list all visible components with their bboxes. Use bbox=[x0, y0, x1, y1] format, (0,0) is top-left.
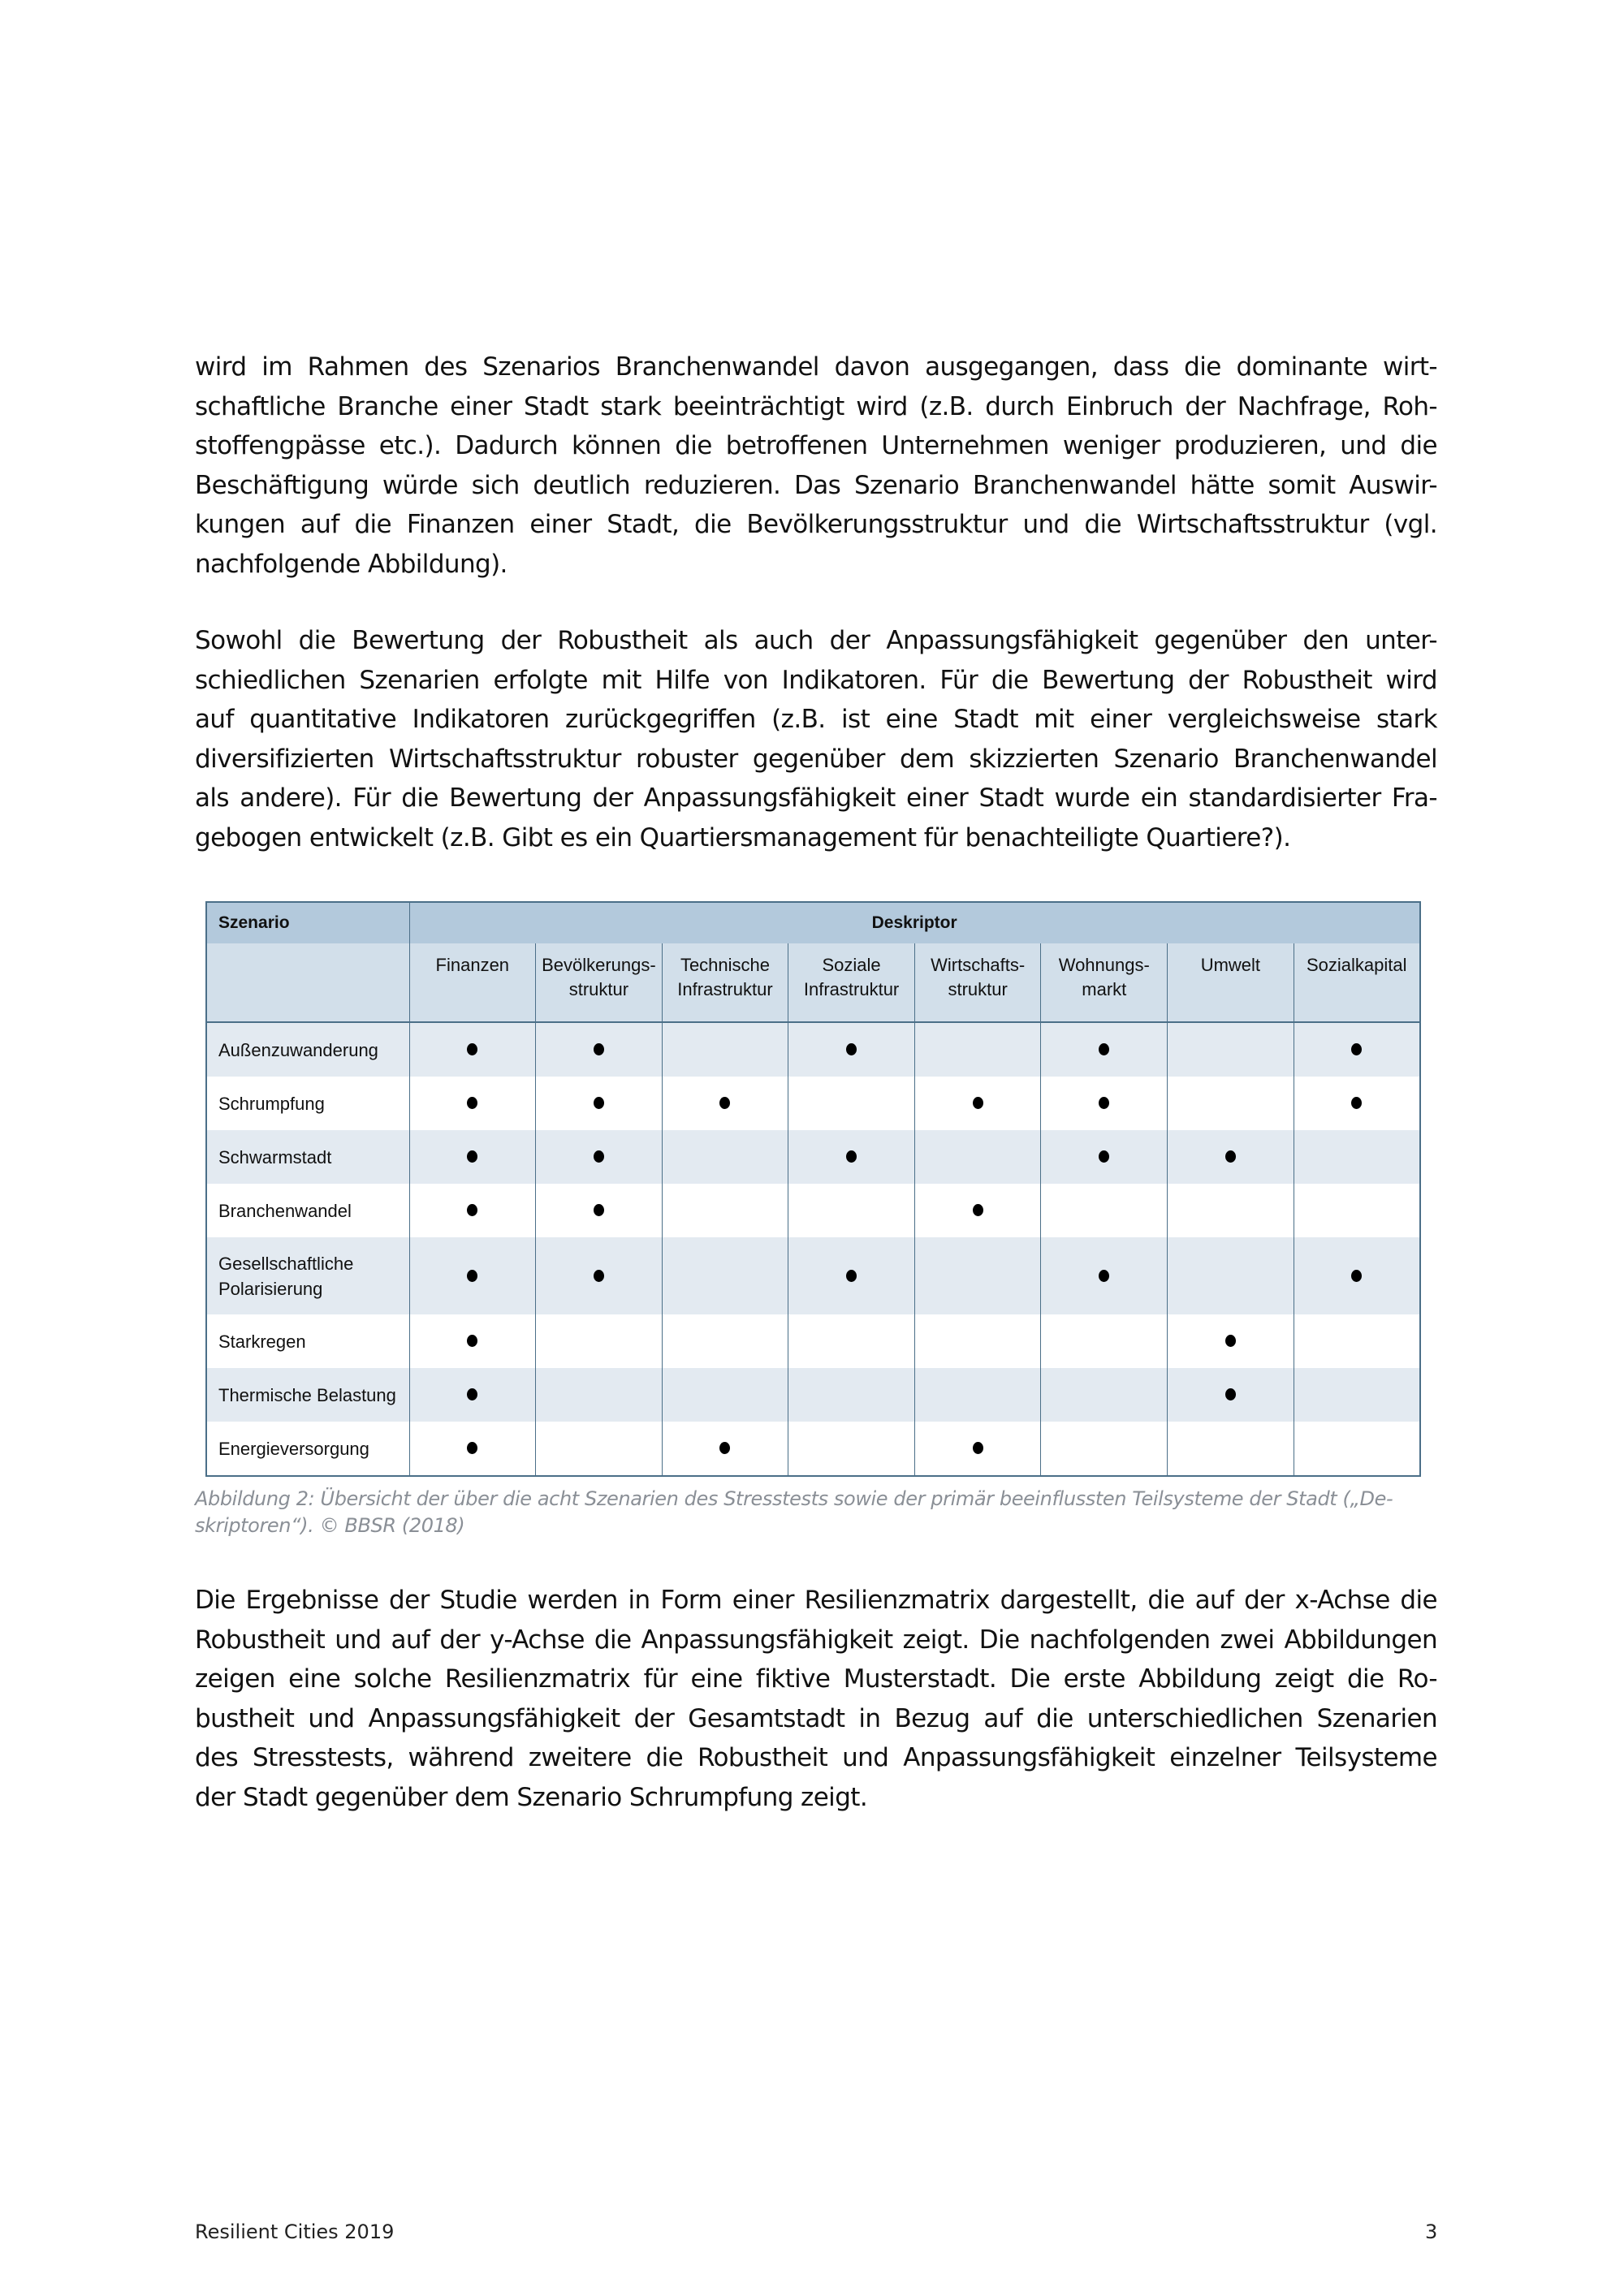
table-row bbox=[206, 1237, 1420, 1314]
matrix-cell bbox=[536, 1130, 663, 1184]
text-line: Beschäftigung würde sich deutlich reduzieren. Das Szenario Branchenwandel hätte somit Auswir- bbox=[195, 470, 1437, 500]
matrix-cell bbox=[1168, 1022, 1294, 1077]
matrix-cell bbox=[914, 1314, 1041, 1368]
matrix-cell bbox=[409, 1130, 536, 1184]
matrix-cell bbox=[1294, 1184, 1420, 1237]
matrix-cell bbox=[914, 1077, 1041, 1130]
matrix-cell bbox=[914, 1130, 1041, 1184]
scenario-label: Schwarmstadt bbox=[206, 1130, 409, 1184]
bullet-mark-icon bbox=[846, 1150, 857, 1163]
paragraph-bewertung bbox=[195, 621, 1437, 857]
matrix-cell bbox=[662, 1368, 788, 1422]
matrix-cell bbox=[1294, 1237, 1420, 1314]
text-line: Sowohl die Bewertung der Robustheit als auch der Anpassungsfähigkeit gegenüber den unter- bbox=[195, 626, 1437, 655]
header-blank-cell bbox=[206, 943, 409, 1022]
matrix-cell bbox=[662, 1422, 788, 1476]
matrix-cell bbox=[914, 1368, 1041, 1422]
bullet-mark-icon bbox=[1099, 1043, 1109, 1055]
matrix-cell bbox=[536, 1237, 663, 1314]
matrix-cell bbox=[788, 1368, 915, 1422]
scenario-label: Schrumpfung bbox=[218, 1093, 325, 1114]
bullet-mark-icon bbox=[467, 1442, 477, 1454]
matrix-cell bbox=[1041, 1422, 1168, 1476]
matrix-cell bbox=[1041, 1077, 1168, 1130]
text-line: stoffengpässe etc.). Dadurch können die betroffenen Unternehmen weniger produzieren, und die bbox=[195, 431, 1437, 460]
bullet-mark-icon bbox=[467, 1204, 477, 1216]
paragraph-branchenwandel bbox=[195, 347, 1437, 584]
matrix-cell bbox=[914, 1022, 1041, 1077]
matrix-cell bbox=[536, 1184, 663, 1237]
text-line: Robustheit und auf der y-Achse die Anpassungsfähigkeit zeigt. Die nachfolgenden zwei Abbildungen bbox=[195, 1625, 1437, 1655]
bullet-mark-icon bbox=[973, 1097, 983, 1109]
matrix-cell bbox=[1168, 1077, 1294, 1130]
matrix-cell bbox=[536, 1368, 663, 1422]
matrix-cell bbox=[1294, 1422, 1420, 1476]
table-row bbox=[206, 1314, 1420, 1368]
bullet-mark-icon bbox=[973, 1442, 983, 1454]
matrix-cell bbox=[536, 1077, 663, 1130]
text-line: der Stadt gegenüber dem Szenario Schrumpfung zeigt. bbox=[195, 1782, 868, 1812]
header-scenario: Szenario bbox=[206, 902, 409, 943]
matrix-cell bbox=[1041, 1022, 1168, 1077]
matrix-cell bbox=[788, 1237, 915, 1314]
scenario-label: Thermische Belastung bbox=[206, 1368, 409, 1422]
table-row bbox=[206, 1022, 1420, 1077]
bullet-mark-icon bbox=[467, 1043, 477, 1055]
text-line: auf quantitative Indikatoren zurückgegriffen (z.B. ist eine Stadt mit einer vergleichsweise stark bbox=[195, 705, 1437, 734]
column-header: Soziale Infrastruktur bbox=[788, 943, 915, 1022]
matrix-cell bbox=[788, 1130, 915, 1184]
matrix-cell bbox=[788, 1184, 915, 1237]
matrix-cell bbox=[914, 1184, 1041, 1237]
scenario-descriptor-table bbox=[205, 901, 1421, 1477]
paragraph-resilienzmatrix bbox=[195, 1581, 1437, 1817]
text-line: des Stresstests, während zweitere die Robustheit und Anpassungsfähigkeit einzelner Teilsysteme bbox=[195, 1743, 1437, 1772]
scenario-label: Gesellschaftliche Polarisierung bbox=[206, 1237, 409, 1314]
matrix-cell bbox=[409, 1314, 536, 1368]
text-line: schaftliche Branche einer Stadt stark beeinträchtigt wird (z.B. durch Einbruch der Nachfrage, Roh- bbox=[195, 391, 1437, 421]
column-header: Bevölkerungs- struktur bbox=[536, 943, 663, 1022]
matrix-cell bbox=[662, 1077, 788, 1130]
bullet-mark-icon bbox=[467, 1097, 477, 1109]
matrix-cell bbox=[536, 1314, 663, 1368]
matrix-cell bbox=[1294, 1130, 1420, 1184]
bullet-mark-icon bbox=[846, 1043, 857, 1055]
matrix-cell bbox=[1041, 1184, 1168, 1237]
figure-scenario-descriptor-matrix bbox=[205, 901, 1419, 1477]
matrix-cell bbox=[1294, 1077, 1420, 1130]
matrix-cell bbox=[409, 1077, 536, 1130]
matrix-cell bbox=[1294, 1314, 1420, 1368]
matrix-cell bbox=[1168, 1184, 1294, 1237]
text-line: diversifizierten Wirtschaftsstruktur robuster gegenüber dem skizzierten Szenario Branchenwandel bbox=[195, 744, 1437, 774]
column-header: Umwelt bbox=[1168, 943, 1294, 1022]
column-header: Sozialkapital bbox=[1294, 943, 1420, 1022]
matrix-cell bbox=[1168, 1368, 1294, 1422]
column-header: Wohnungs- markt bbox=[1041, 943, 1168, 1022]
bullet-mark-icon bbox=[1225, 1388, 1236, 1400]
matrix-cell bbox=[662, 1184, 788, 1237]
bullet-mark-icon bbox=[1351, 1270, 1362, 1282]
matrix-cell bbox=[1041, 1368, 1168, 1422]
bullet-mark-icon bbox=[594, 1043, 604, 1055]
matrix-cell bbox=[1041, 1130, 1168, 1184]
bullet-mark-icon bbox=[973, 1204, 983, 1216]
matrix-cell bbox=[1168, 1237, 1294, 1314]
matrix-cell bbox=[1294, 1368, 1420, 1422]
matrix-cell bbox=[788, 1422, 915, 1476]
table-row bbox=[206, 1422, 1420, 1476]
bullet-mark-icon bbox=[467, 1335, 477, 1347]
bullet-mark-icon bbox=[1099, 1097, 1109, 1109]
figure-caption: Abbildung 2: Übersicht der über die acht Szenarien des Stresstests sowie der primär beeinflussten Teilsysteme der Stadt („De- skriptoren“). © BBSR (2018) bbox=[195, 1487, 1393, 1537]
table-row bbox=[206, 1184, 1420, 1237]
text-line: schiedlichen Szenarien erfolgte mit Hilfe von Indikatoren. Für die Bewertung der Robustheit wird bbox=[195, 665, 1437, 695]
bullet-mark-icon bbox=[594, 1150, 604, 1163]
matrix-cell bbox=[1168, 1422, 1294, 1476]
text-line: zeigen eine solche Resilienzmatrix für eine fiktive Musterstadt. Die erste Abbildung zeigt die Ro- bbox=[195, 1664, 1437, 1694]
scenario-label: Außenzuwanderung bbox=[206, 1022, 409, 1077]
matrix-cell bbox=[788, 1314, 915, 1368]
text-line: nachfolgende Abbildung). bbox=[195, 549, 508, 579]
bullet-mark-icon bbox=[467, 1270, 477, 1282]
bullet-mark-icon bbox=[1225, 1335, 1236, 1347]
matrix-cell bbox=[914, 1422, 1041, 1476]
table-row bbox=[206, 1368, 1420, 1422]
table-row bbox=[206, 1077, 1420, 1130]
bullet-mark-icon bbox=[594, 1097, 604, 1109]
matrix-cell bbox=[662, 1314, 788, 1368]
matrix-cell bbox=[1041, 1237, 1168, 1314]
text-line: als andere). Für die Bewertung der Anpassungsfähigkeit einer Stadt wurde ein standardisierter Fra- bbox=[195, 783, 1437, 813]
bullet-mark-icon bbox=[1099, 1150, 1109, 1163]
text-line: Die Ergebnisse der Studie werden in Form einer Resilienzmatrix dargestellt, die auf der x-Achse die bbox=[195, 1586, 1437, 1615]
matrix-cell bbox=[409, 1184, 536, 1237]
header-descriptor: Deskriptor bbox=[409, 902, 1420, 943]
column-header: Finanzen bbox=[409, 943, 536, 1022]
bullet-mark-icon bbox=[719, 1442, 730, 1454]
scenario-label: Branchenwandel bbox=[218, 1200, 352, 1221]
bullet-mark-icon bbox=[467, 1388, 477, 1400]
bullet-mark-icon bbox=[846, 1270, 857, 1282]
matrix-cell bbox=[662, 1130, 788, 1184]
column-header: Technische Infrastruktur bbox=[662, 943, 788, 1022]
text-line: bustheit und Anpassungsfähigkeit der Gesamtstadt in Bezug auf die unterschiedlichen Szenarien bbox=[195, 1703, 1437, 1733]
bullet-mark-icon bbox=[1099, 1270, 1109, 1282]
matrix-cell bbox=[409, 1422, 536, 1476]
matrix-cell bbox=[788, 1077, 915, 1130]
text-line: wird im Rahmen des Szenarios Branchenwandel davon ausgegangen, dass die dominante wirt- bbox=[195, 352, 1437, 382]
bullet-mark-icon bbox=[1351, 1043, 1362, 1055]
bullet-mark-icon bbox=[719, 1097, 730, 1109]
column-header: Wirtschafts- struktur bbox=[914, 943, 1041, 1022]
scenario-label: Energieversorgung bbox=[218, 1438, 369, 1459]
bullet-mark-icon bbox=[1225, 1150, 1236, 1163]
scenario-label: Starkregen bbox=[218, 1331, 306, 1352]
bullet-mark-icon bbox=[594, 1204, 604, 1216]
matrix-cell bbox=[536, 1422, 663, 1476]
bullet-mark-icon bbox=[1351, 1097, 1362, 1109]
matrix-cell bbox=[409, 1022, 536, 1077]
matrix-cell bbox=[536, 1022, 663, 1077]
matrix-cell bbox=[1041, 1314, 1168, 1368]
text-line: gebogen entwickelt (z.B. Gibt es ein Quartiersmanagement für benachteiligte Quartiere?). bbox=[195, 822, 1291, 852]
matrix-cell bbox=[409, 1368, 536, 1422]
matrix-cell bbox=[914, 1237, 1041, 1314]
matrix-cell bbox=[662, 1022, 788, 1077]
page-number: 3 bbox=[1425, 2220, 1438, 2243]
matrix-cell bbox=[1294, 1022, 1420, 1077]
matrix-cell bbox=[788, 1022, 915, 1077]
matrix-cell bbox=[409, 1237, 536, 1314]
text-line: kungen auf die Finanzen einer Stadt, die Bevölkerungsstruktur und die Wirtschaftsstruktur (vgl. bbox=[195, 510, 1437, 539]
matrix-cell bbox=[662, 1237, 788, 1314]
matrix-cell bbox=[1168, 1130, 1294, 1184]
table-row bbox=[206, 1130, 1420, 1184]
bullet-mark-icon bbox=[594, 1270, 604, 1282]
footer-title: Resilient Cities 2019 bbox=[195, 2220, 395, 2243]
bullet-mark-icon bbox=[467, 1150, 477, 1163]
matrix-cell bbox=[1168, 1314, 1294, 1368]
